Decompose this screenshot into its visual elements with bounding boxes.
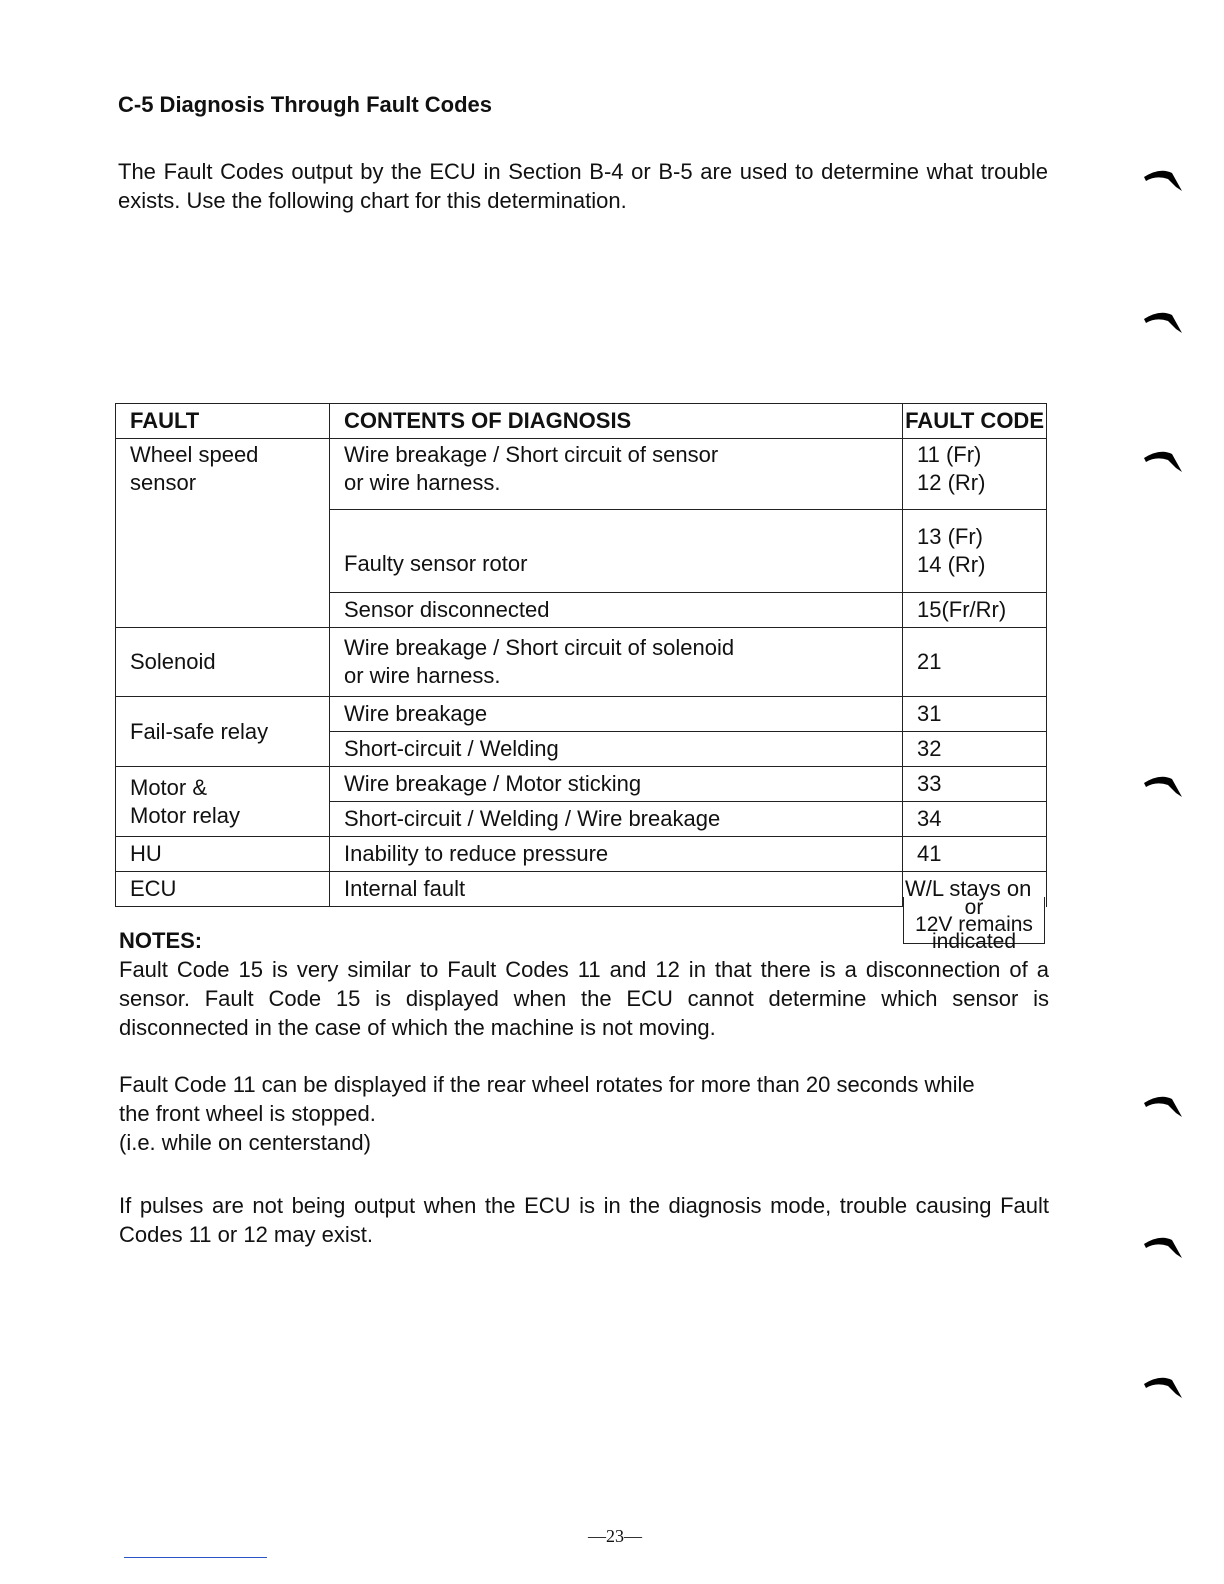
note-paragraph-3: If pulses are not being output when the ECU is in the diagnosis mode, trouble causing Fault Codes 11 or 12 may exist. [119,1193,1049,1247]
page-heading: C-5 Diagnosis Through Fault Codes [118,92,493,117]
code-cell: 41 [903,837,1047,872]
fault-ecu: ECU [116,872,330,907]
code-cell: 21 [903,628,1047,697]
code-cell: 34 [903,802,1047,837]
contents-cell: Inability to reduce pressure [330,837,903,872]
binding-mark-icon [1142,1372,1186,1402]
code-cell: 15(Fr/Rr) [903,593,1047,628]
contents-cell: Faulty sensor rotor [330,510,903,593]
fault-motor-relay: Motor & Motor relay [116,767,330,837]
fault-wheel-speed-sensor: Wheel speed sensor [116,439,330,628]
header-contents: CONTENTS OF DIAGNOSIS [330,404,903,439]
contents-cell: Wire breakage [330,697,903,732]
contents-cell: Wire breakage / Short circuit of sensor or wire harness. [330,439,903,510]
contents-cell: Wire breakage / Motor sticking [330,767,903,802]
code-cell: 13 (Fr) 14 (Rr) [903,510,1047,593]
fault-failsafe-relay: Fail-safe relay [116,697,330,767]
fault-solenoid: Solenoid [116,628,330,697]
binding-mark-icon [1142,771,1186,801]
table-row [116,697,1047,732]
code-cell: W/L stays on [903,872,1047,907]
binding-mark-icon [1142,165,1186,195]
binding-mark-icon [1142,1232,1186,1262]
notes-title: NOTES: [119,928,203,953]
binding-mark-icon [1142,1091,1186,1121]
note-paragraph-1: Fault Code 15 is very similar to Fault Codes 11 and 12 in that there is a disconnection of a sensor. Fault Code 15 is displayed when the ECU cannot determine which sensor is disconnected in the case of which the machine is not moving. [119,957,1049,1040]
table-row [116,628,1047,697]
header-fault: FAULT [116,404,330,439]
table-row [116,767,1047,802]
header-fault-code: FAULT CODE [903,404,1047,439]
table-row [116,837,1047,872]
code-cell: 11 (Fr) 12 (Rr) [903,439,1047,510]
contents-cell: Internal fault [330,872,903,907]
intro-paragraph: The Fault Codes output by the ECU in Section B-4 or B-5 are used to determine what trouble exists. Use the following chart for this determination. [118,159,1048,213]
note-paragraph-2: Fault Code 11 can be displayed if the rear wheel rotates for more than 20 seconds while the front wheel is stopped. (i.e. while on centerstand) [119,1072,975,1155]
contents-cell: Short-circuit / Welding [330,732,903,767]
code-cell: 31 [903,697,1047,732]
table-row [116,439,1047,510]
contents-cell: Sensor disconnected [330,593,903,628]
binding-mark-icon [1142,307,1186,337]
code-cell: 32 [903,732,1047,767]
code-cell: 33 [903,767,1047,802]
binding-mark-icon [1142,446,1186,476]
table-header-row [116,404,1047,439]
fault-code-table [115,403,1047,907]
fault-hu: HU [116,837,330,872]
ecu-code-continuation: or 12V remains indicated [903,897,1045,944]
page-number: —23— [588,1526,642,1546]
contents-cell: Wire breakage / Short circuit of solenoid or wire harness. [330,628,903,697]
footer-rule [124,1557,267,1558]
contents-cell: Short-circuit / Welding / Wire breakage [330,802,903,837]
